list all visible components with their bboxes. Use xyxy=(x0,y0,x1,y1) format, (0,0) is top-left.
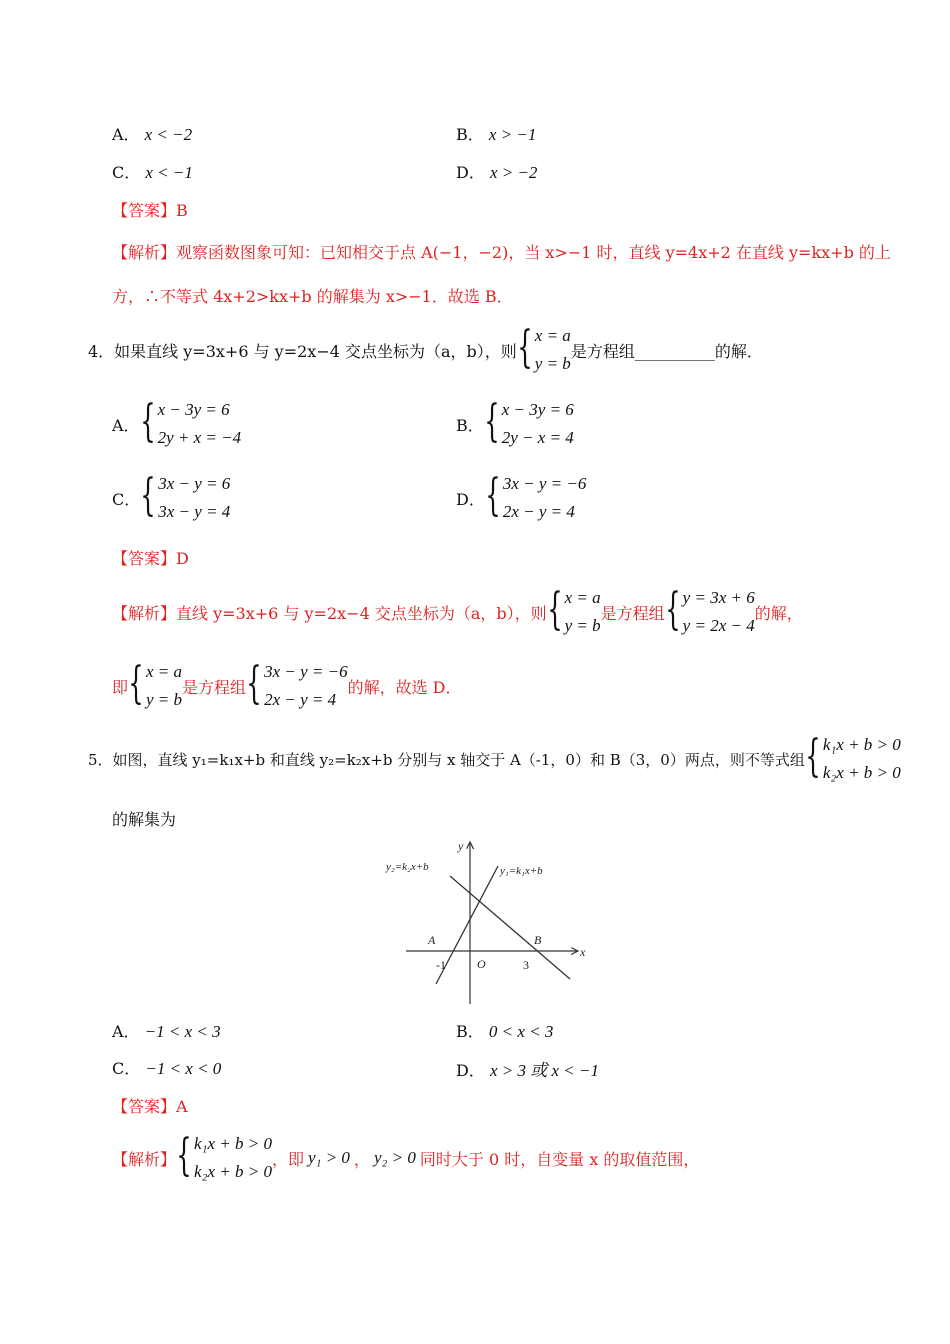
line-y2 xyxy=(450,876,570,979)
q3-option-d: D． x > −2 xyxy=(456,163,538,182)
q3-option-a: A． x < −2 xyxy=(112,125,193,144)
tick-left-label: -1 xyxy=(436,958,446,972)
brace-icon: { xyxy=(484,396,500,447)
q3-answer: 【答案】B xyxy=(112,201,188,220)
q4-option-c: C． { 3x − y = 6 3x − y = 4 xyxy=(112,470,230,526)
brace-icon: { xyxy=(176,1130,192,1181)
q3-option-c: C． x < −1 xyxy=(112,163,193,182)
q5-stem-system: { k₁x + b > 0 k₂x + b > 0 xyxy=(805,731,901,787)
q4-stem-system: { x = a y = b xyxy=(517,322,571,378)
brace-icon: { xyxy=(140,470,156,521)
q5-analysis: 【解析】 { k₁x + b > 0 k₂x + b > 0 ，即 y₁ > 0 ， y₂ > 0 同时大于 0 时，自变量 x 的取值范围， xyxy=(112,1130,699,1186)
line1-label: y₁=k₁x+b xyxy=(500,865,543,877)
q5-answer: 【答案】A xyxy=(112,1097,188,1116)
line2-label: y₂=k₂x+b xyxy=(386,861,429,873)
q4-answer: 【答案】D xyxy=(112,549,189,568)
q4-option-d: D． { 3x − y = −6 2x − y = 4 xyxy=(456,470,586,526)
brace-icon: { xyxy=(664,584,681,635)
brace-icon: { xyxy=(128,658,144,709)
brace-icon: { xyxy=(246,658,262,709)
q5-option-d: D． x > 3 或 x < −1 xyxy=(456,1061,599,1080)
x-axis-label: x xyxy=(580,945,586,959)
q4-option-a: A． { x − 3y = 6 2y + x = −4 xyxy=(112,396,241,452)
q3-analysis-line2: 方，∴不等式 4x+2>kx+b 的解集为 x>−1．故选 B． xyxy=(112,287,513,306)
q5-option-a: A． −1 < x < 3 xyxy=(112,1022,221,1041)
tick-right-label: 3 xyxy=(523,958,529,972)
q4-analysis-line2: 即 { x = a y = b 是方程组 { 3x − y = −6 2x − y = 4 的解，故选 D． xyxy=(112,658,462,714)
brace-icon: { xyxy=(805,731,821,782)
q5-stem-line2: 的解集为 xyxy=(112,810,177,829)
q4-stem: 4．如果直线 y=3x+6 与 y=2x−4 交点坐标为（a，b），则 { x = a y = b 是方程组__________的解． xyxy=(88,322,763,378)
q3-analysis-line1: 【解析】观察函数图象可知：已知相交于点 A(−1，−2)，当 x>−1 时，直线 y=4x+2 在直线 y=kx+b 的上 xyxy=(112,243,891,262)
brace-icon: { xyxy=(517,322,533,373)
brace-icon: { xyxy=(546,584,563,635)
q3-option-b: B． x > −1 xyxy=(456,125,537,144)
brace-icon: { xyxy=(139,396,156,447)
origin-label: O xyxy=(477,957,486,971)
point-a-label: A xyxy=(428,933,436,947)
q5-option-b: B． 0 < x < 3 xyxy=(456,1022,554,1041)
q5-stem: 5．如图，直线 y₁=k₁x+b 和直线 y₂=k₂x+b 分别与 x 轴交于 A（-1，0）和 B（3，0）两点，则不等式组 { k₁x + b > 0 k₂x + b > 0 xyxy=(88,731,901,787)
q4-option-b: B． { x − 3y = 6 2y − x = 4 xyxy=(456,396,574,452)
y-axis-label: y xyxy=(458,839,464,853)
point-b-label: B xyxy=(534,933,542,947)
q5-option-c: C． −1 < x < 0 xyxy=(112,1059,222,1078)
q4-analysis-line1: 【解析】 直线 y=3x+6 与 y=2x−4 交点坐标为（a，b），则 { x = a y = b 是方程组 { y = 3x + 6 y = 2x − 4 的解， xyxy=(112,584,803,640)
brace-icon: { xyxy=(485,470,501,521)
q5-graph xyxy=(378,836,598,1004)
